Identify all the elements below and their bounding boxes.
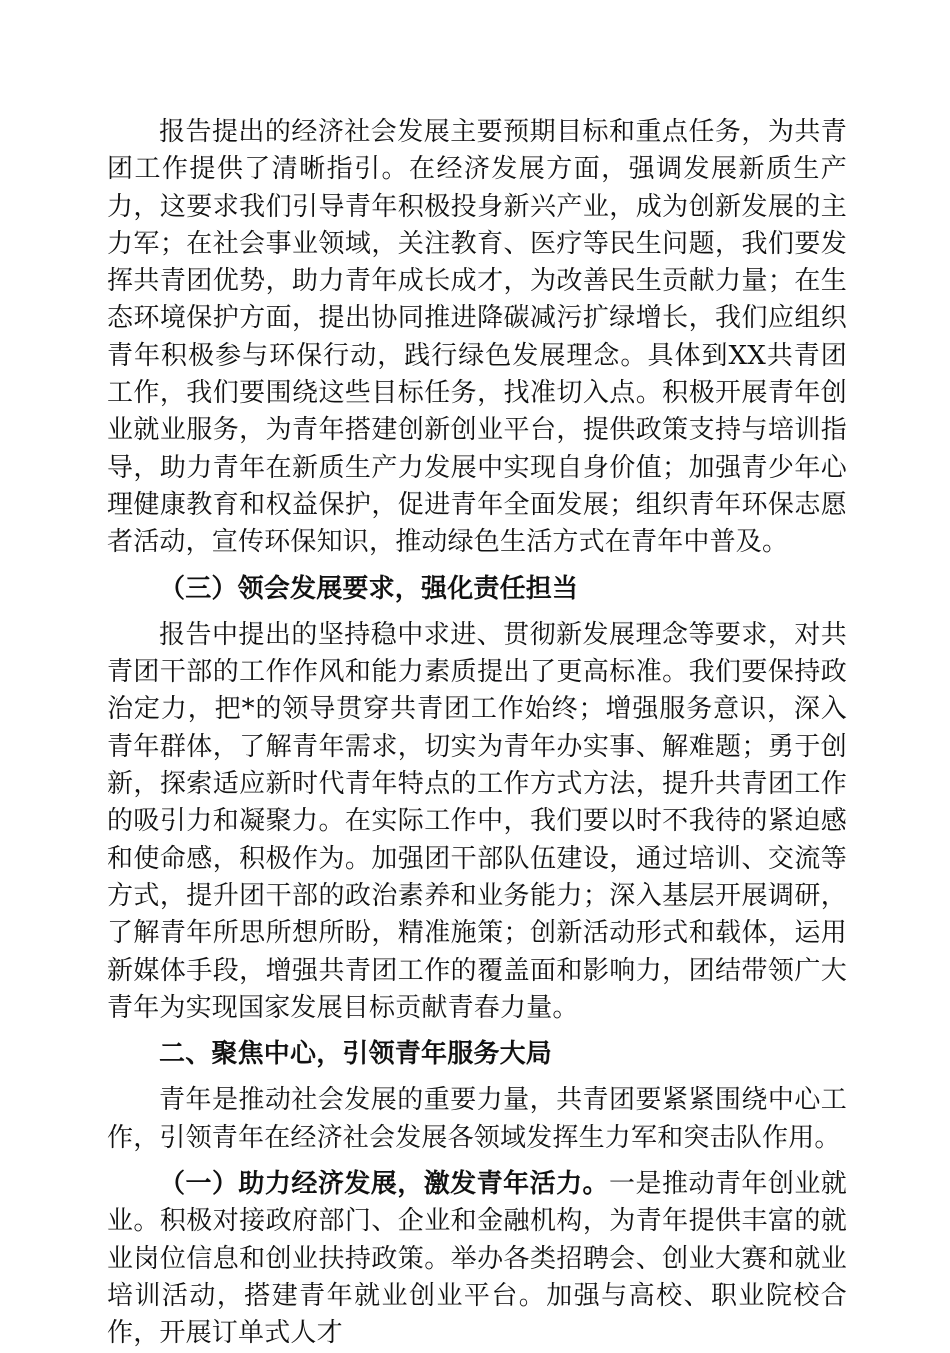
body-paragraph: 报告提出的经济社会发展主要预期目标和重点任务，为共青团工作提供了清晰指引。在经济发展方面，强调发展新质生产力，这要求我们引导青年积极投身新兴产业，成为创新发展的主力军；在社会事业领域，关注教育、医疗等民生问题，我们要发挥共青团优势，助力青年成长成才，为改善民生贡献力量；在生态环境保护方面，提出协同推进降碳减污扩绿增长，我们应组织青年积极参与环保行动，践行绿色发展理念。具体到XX共青团工作，我们要围绕这些目标任务，找准切入点。积极开展青年创业就业服务，为青年搭建创新创业平台，提供政策支持与培训指导，助力青年在新质生产力发展中实现自身价值；加强青少年心理健康教育和权益保护，促进青年全面发展；组织青年环保志愿者活动，宣传环保知识，推动绿色生活方式在青年中普及。 bbox=[107, 117, 847, 558]
section-heading: （三）领会发展要求，强化责任担当 bbox=[159, 573, 579, 604]
body-text: 一是推动青年创业就业。积极对接政府部门、企业和金融机构，为青年提供丰富的就业岗位信息和创业扶持政策。举办各类招聘会、创业大赛和就业培训活动，搭建青年就业创业平台。加强与高校、职业院校合作，开展订单式人才 bbox=[107, 1169, 847, 1349]
body-paragraph: 报告中提出的坚持稳中求进、贯彻新发展理念等要求，对共青团干部的工作作风和能力素质提出了更高标准。我们要保持政治定力，把*的领导贯穿共青团工作始终；增强服务意识，深入青年群体，了解青年需求，切实为青年办实事、解难题；勇于创新，探索适应新时代青年特点的工作方式方法，提升共青团工作的吸引力和凝聚力。在实际工作中，我们要以时不我待的紧迫感和使命感，积极作为。加强团干部队伍建设，通过培训、交流等方式，提升团干部的政治素养和业务能力；深入基层开展调研，了解青年所思所想所盼，精准施策；创新活动形式和载体，运用新媒体手段，增强共青团工作的覆盖面和影响力，团结带领广大青年为实现国家发展目标贡献青春力量。 bbox=[107, 619, 847, 1023]
document-page bbox=[107, 114, 847, 1353]
subsection-title: （一）助力经济发展，激发青年活力。 bbox=[159, 1169, 610, 1200]
body-paragraph: 青年是推动社会发展的重要力量，共青团要紧紧围绕中心工作，引领青年在经济社会发展各领域发挥生力军和突击队作用。 bbox=[107, 1085, 847, 1153]
body-paragraph bbox=[107, 1166, 847, 1352]
chapter-heading: 二、聚焦中心，引领青年服务大局 bbox=[159, 1039, 553, 1070]
